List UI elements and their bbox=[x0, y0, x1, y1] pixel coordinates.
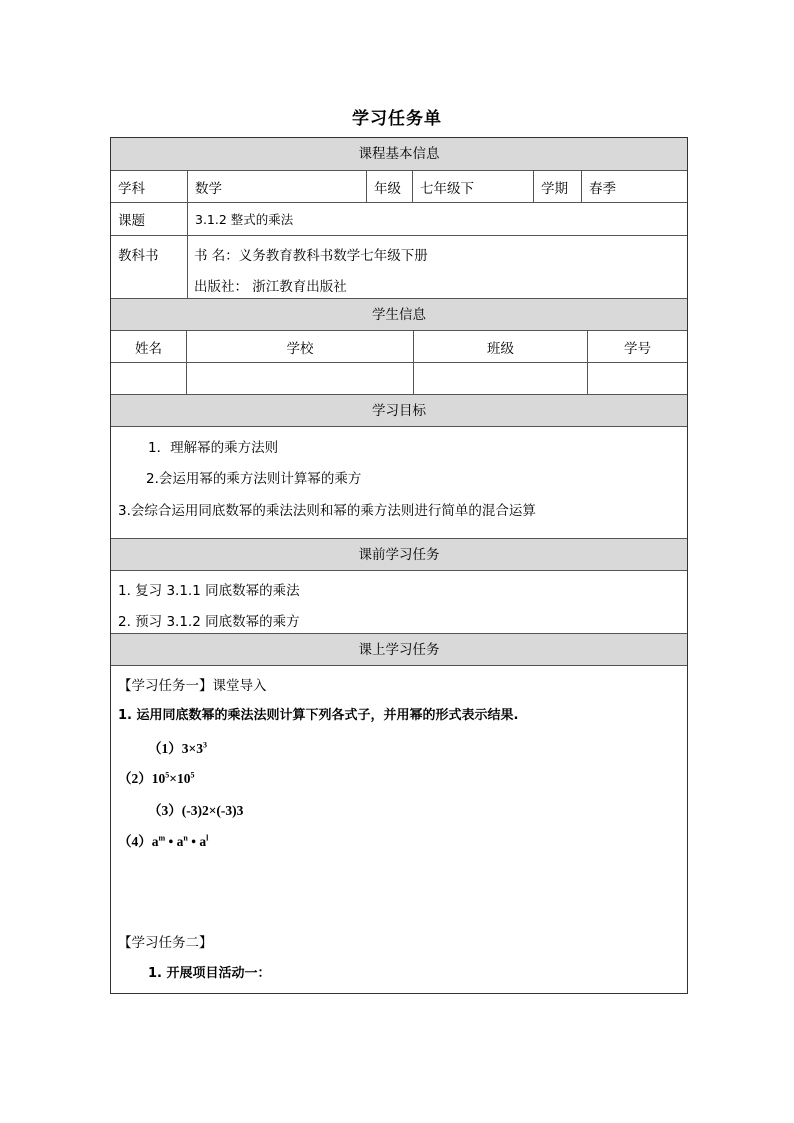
course-textbook-row bbox=[111, 236, 687, 299]
term-label: 学期 bbox=[534, 171, 582, 202]
exercise-4-a3: a bbox=[199, 834, 207, 849]
goals-header-label: 学习目标 bbox=[372, 403, 426, 419]
pre-task-item: 2. 预习 3.1.2 同底数幂的乘方 bbox=[118, 614, 300, 630]
exercise-4 bbox=[118, 830, 208, 850]
in-class-body bbox=[111, 666, 687, 993]
task2-item: 1. 开展项目活动一： bbox=[148, 966, 271, 981]
pre-class-header bbox=[111, 539, 687, 571]
goals-header bbox=[111, 395, 687, 427]
col-school: 学校 bbox=[187, 331, 414, 362]
in-class-header bbox=[111, 634, 687, 666]
subject-label: 学科 bbox=[111, 171, 188, 202]
student-info-header-label: 学生信息 bbox=[372, 307, 426, 323]
goal-item: 1．理解幂的乘方法则 bbox=[148, 440, 279, 456]
pre-class-header-label: 课前学习任务 bbox=[358, 547, 440, 563]
task-sheet-table bbox=[110, 137, 688, 994]
col-student-id: 学号 bbox=[624, 340, 651, 357]
exercise-4-exp-m: m bbox=[158, 833, 166, 843]
textbook-book: 书 名：义务教育教科书数学七年级下册 bbox=[194, 248, 428, 264]
exercise-2-exp1: 5 bbox=[165, 770, 170, 780]
exercise-2-mid: ×10 bbox=[169, 771, 191, 786]
pre-task-item: 1. 复习 3.1.1 同底数幂的乘法 bbox=[118, 583, 300, 599]
exercise-1-base: 3×3 bbox=[181, 741, 203, 756]
textbook-publisher: 出版社： 浙江教育出版社 bbox=[194, 279, 347, 295]
exercise-3 bbox=[148, 799, 243, 819]
exercise-4-exp-l: l bbox=[206, 833, 209, 843]
student-input-row bbox=[111, 363, 687, 395]
school-input-cell[interactable] bbox=[187, 363, 414, 394]
student-id-input-cell[interactable] bbox=[588, 363, 687, 394]
col-class: 班级 bbox=[414, 331, 588, 362]
topic-label: 课题 bbox=[111, 203, 188, 235]
in-class-header-label: 课上学习任务 bbox=[358, 642, 440, 658]
topic-value: 3.1.2 整式的乘法 bbox=[195, 212, 294, 227]
exercise-2-label: （2） bbox=[118, 771, 152, 786]
exercise-1-label: （1） bbox=[148, 741, 182, 756]
task1-question: 1. 运用同底数幂的乘法法则计算下列各式子，并用幂的形式表示结果. bbox=[118, 708, 519, 723]
exercise-4-dot2: • bbox=[187, 834, 200, 849]
goal-item: 3.会综合运用同底数幂的乘法法则和幂的乘方法则进行简单的混合运算 bbox=[118, 503, 536, 519]
exercise-4-a1: a bbox=[151, 834, 159, 849]
course-topic-row bbox=[111, 203, 687, 236]
course-info-header-label: 课程基本信息 bbox=[358, 146, 440, 162]
grade-value: 七年级下 bbox=[413, 171, 534, 202]
exercise-4-label: （4） bbox=[118, 834, 152, 849]
textbook-label: 教科书 bbox=[111, 236, 188, 298]
subject-value: 数学 bbox=[188, 171, 367, 202]
page-title: 学习任务单 bbox=[352, 109, 442, 129]
exercise-2-exp2: 5 bbox=[190, 770, 195, 780]
class-input-cell[interactable] bbox=[414, 363, 588, 394]
exercise-2 bbox=[118, 767, 194, 787]
task1-title: 【学习任务一】课堂导入 bbox=[118, 678, 267, 694]
task2-title: 【学习任务二】 bbox=[118, 935, 213, 951]
exercise-4-a2: a bbox=[176, 834, 184, 849]
grade-label: 年级 bbox=[367, 171, 413, 202]
term-value: 春季 bbox=[589, 180, 616, 197]
course-subject-row bbox=[111, 171, 687, 203]
pre-class-body bbox=[111, 571, 687, 634]
exercise-1-exp: 3 bbox=[202, 740, 207, 750]
name-input-cell[interactable] bbox=[111, 363, 187, 394]
goal-item: 2.会运用幂的乘方法则计算幂的乘方 bbox=[146, 471, 362, 487]
student-columns-row bbox=[111, 331, 687, 363]
col-name: 姓名 bbox=[111, 331, 187, 362]
exercise-4-exp-n: n bbox=[183, 833, 188, 843]
exercise-3-label: （3） bbox=[148, 803, 182, 818]
student-info-header bbox=[111, 299, 687, 331]
exercise-3-text: (-3)2×(-3)3 bbox=[181, 803, 244, 818]
exercise-4-dot1: • bbox=[165, 834, 177, 849]
goals-body bbox=[111, 427, 687, 539]
exercise-2-base1: 10 bbox=[151, 771, 166, 786]
course-info-header bbox=[111, 138, 687, 171]
exercise-1 bbox=[148, 737, 207, 757]
